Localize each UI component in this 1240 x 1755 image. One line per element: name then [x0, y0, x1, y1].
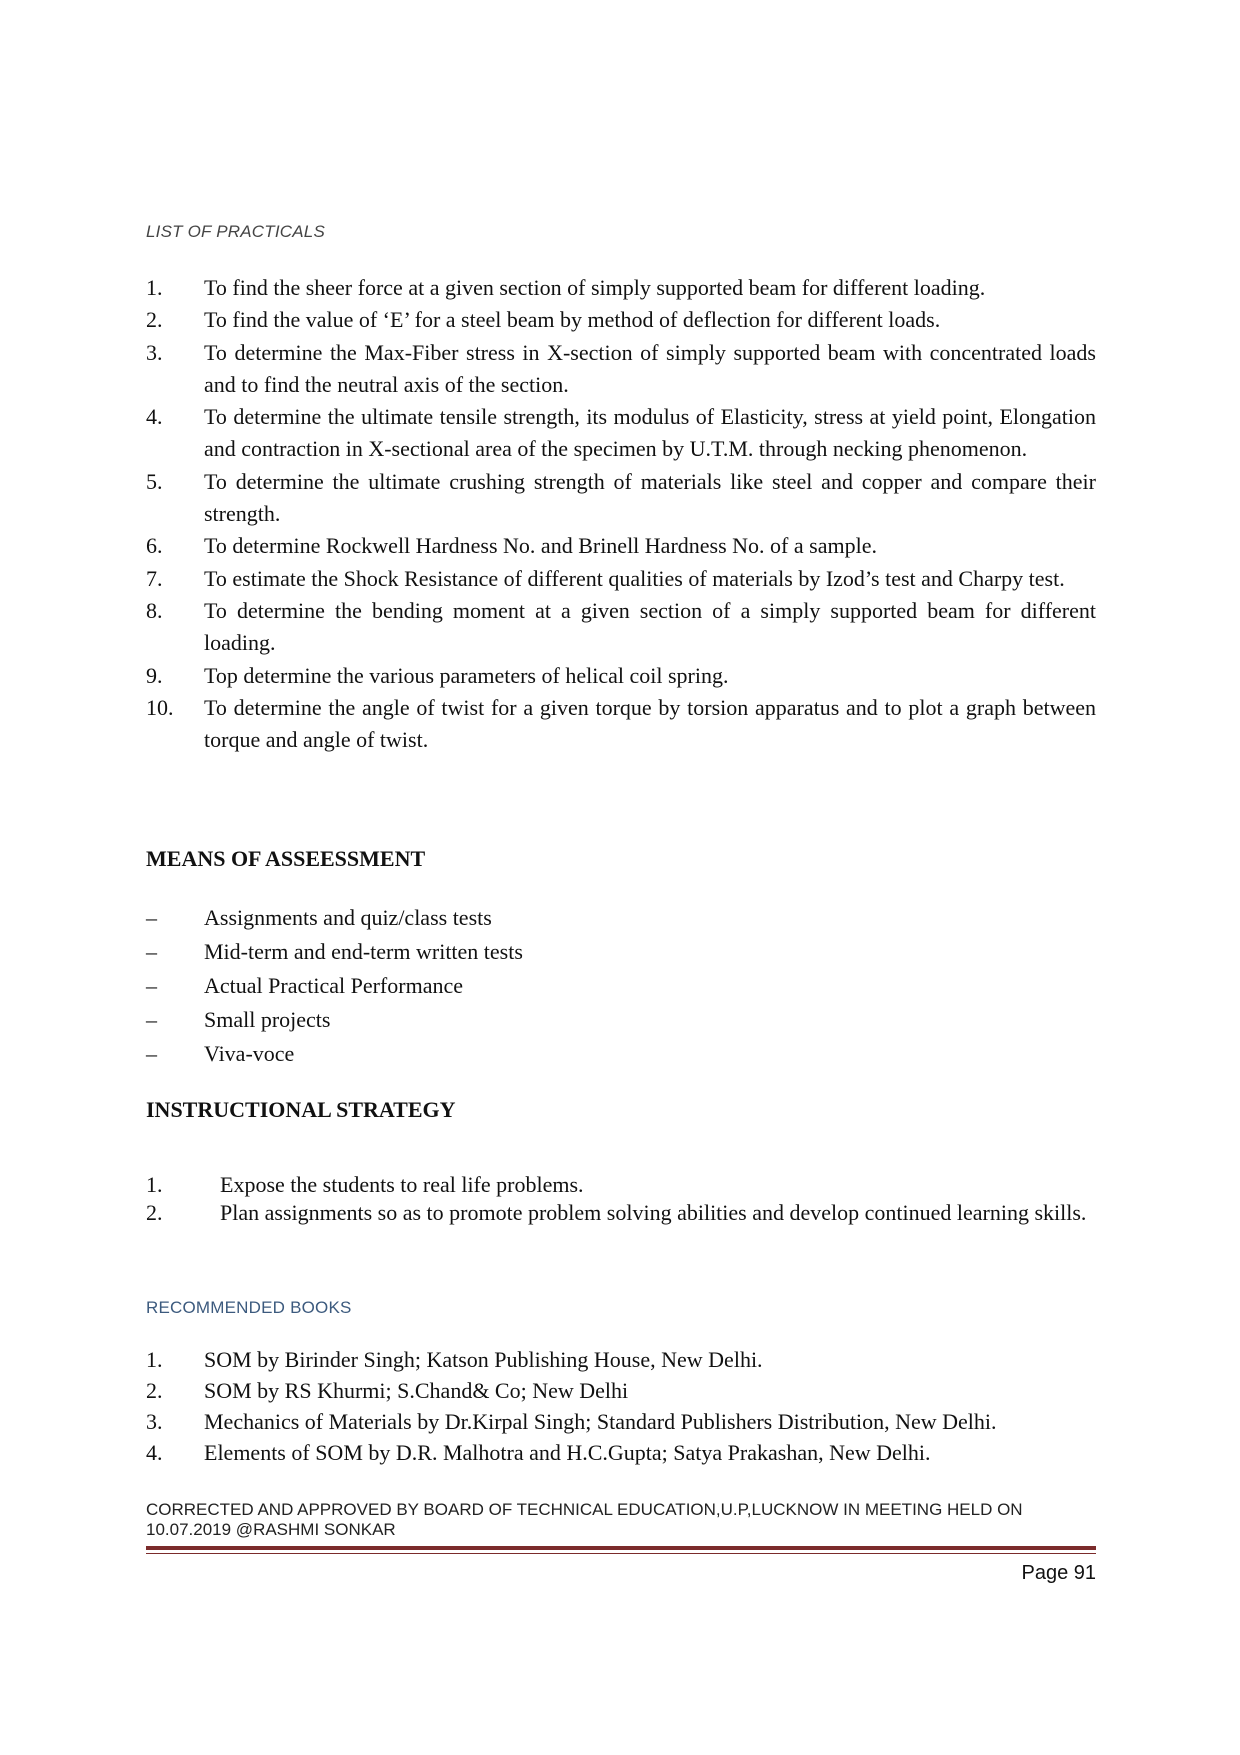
list-item: [146, 969, 1096, 1003]
item-number: 6.: [146, 533, 163, 559]
assessment-heading: MEANS OF ASSEESSMENT: [146, 846, 426, 871]
books-heading: RECOMMENDED BOOKS: [146, 1298, 352, 1317]
footer-line-1: CORRECTED AND APPROVED BY BOARD OF TECHNICAL EDUCATION,U.P,LUCKNOW IN MEETING HELD ON: [146, 1500, 1023, 1519]
strategy-list: [146, 1171, 1096, 1226]
item-text: Expose the students to real life problems.: [220, 1172, 584, 1197]
dash-bullet: –: [146, 1007, 157, 1032]
item-number: 10.: [146, 694, 174, 720]
practicals-list: [146, 272, 1096, 756]
page-number: Page 91: [1021, 1562, 1096, 1584]
item-text: To determine the ultimate crushing strength of materials like steel and copper and compare their strength.: [204, 468, 1096, 527]
item-text: SOM by RS Khurmi; S.Chand& Co; New Delhi: [204, 1378, 629, 1403]
item-number: 1.: [146, 1347, 163, 1372]
item-text: Plan assignments so as to promote problem solving abilities and develop continued learning skills.: [220, 1199, 1087, 1225]
assessment-list: [146, 901, 1096, 1071]
item-text: To determine the ultimate tensile strength, its modulus of Elasticity, stress at yield point, Elongation and contraction in X-sectional area of the specimen by U.T.M. through necking phenomenon.: [204, 404, 1096, 462]
list-item: [146, 660, 1096, 692]
list-item: [146, 595, 1096, 660]
item-text: SOM by Birinder Singh; Katson Publishing House, New Delhi.: [204, 1347, 763, 1372]
item-text: To determine Rockwell Hardness No. and Brinell Hardness No. of a sample.: [204, 533, 877, 559]
item-text: Mid-term and end-term written tests: [204, 939, 523, 964]
books-list: [146, 1346, 1096, 1470]
item-number: 4.: [146, 1440, 163, 1465]
list-item: [146, 530, 1096, 562]
item-text: Viva-voce: [204, 1041, 295, 1066]
dash-bullet: –: [146, 973, 157, 998]
item-number: 4.: [146, 404, 163, 430]
footer-line-2: 10.07.2019 @RASHMI SONKAR: [146, 1520, 396, 1539]
item-text: Actual Practical Performance: [204, 973, 463, 998]
item-text: To determine the angle of twist for a given torque by torsion apparatus and to plot a graph between torque and angle of twist.: [204, 694, 1096, 753]
list-item: [146, 563, 1096, 595]
list-item: [146, 1003, 1096, 1037]
list-item: [146, 337, 1096, 402]
list-item: [146, 272, 1096, 304]
item-number: 8.: [146, 597, 163, 623]
dash-bullet: –: [146, 905, 157, 930]
list-item: [146, 1408, 1096, 1436]
list-item: [146, 1171, 1096, 1199]
item-number: 2.: [146, 307, 163, 333]
list-item: [146, 304, 1096, 336]
strategy-heading: INSTRUCTIONAL STRATEGY: [146, 1097, 456, 1122]
item-number: 2.: [146, 1199, 163, 1225]
footer-approval-text: [146, 1500, 1096, 1540]
list-item: [146, 692, 1096, 757]
item-text: Small projects: [204, 1007, 331, 1032]
footer-rule-thin: [146, 1553, 1096, 1554]
footer-rule-thick: [146, 1546, 1096, 1550]
item-number: 2.: [146, 1378, 163, 1403]
item-text: To find the sheer force at a given section of simply supported beam for different loading.: [204, 275, 986, 300]
item-text: To determine the Max-Fiber stress in X-section of simply supported beam with concentrated loads and to find the neutral axis of the section.: [204, 339, 1096, 397]
list-item: [146, 1199, 1096, 1227]
list-item: [146, 935, 1096, 969]
item-text: To estimate the Shock Resistance of different qualities of materials by Izod’s test and Charpy test.: [204, 565, 1065, 591]
item-number: 1.: [146, 1172, 163, 1197]
item-text: To determine the bending moment at a given section of a simply supported beam for different loading.: [204, 597, 1096, 656]
item-number: 3.: [146, 1409, 163, 1434]
practicals-heading: LIST OF PRACTICALS: [146, 222, 325, 241]
list-item: [146, 1439, 1096, 1467]
item-text: Elements of SOM by D.R. Malhotra and H.C.Gupta; Satya Prakashan, New Delhi.: [204, 1440, 931, 1465]
list-item: [146, 1037, 1096, 1071]
item-number: 5.: [146, 468, 163, 494]
item-number: 1.: [146, 275, 163, 300]
list-item: [146, 466, 1096, 531]
item-text: To find the value of ‘E’ for a steel beam by method of deflection for different loads.: [204, 307, 941, 333]
dash-bullet: –: [146, 1041, 157, 1066]
item-text: Top determine the various parameters of helical coil spring.: [204, 662, 729, 688]
list-item: [146, 1346, 1096, 1374]
item-text: Mechanics of Materials by Dr.Kirpal Singh; Standard Publishers Distribution, New Delhi.: [204, 1409, 997, 1434]
item-text: Assignments and quiz/class tests: [204, 905, 492, 930]
list-item: [146, 401, 1096, 466]
list-item: [146, 1377, 1096, 1405]
item-number: 3.: [146, 339, 163, 365]
list-item: [146, 901, 1096, 935]
item-number: 9.: [146, 662, 163, 688]
item-number: 7.: [146, 565, 163, 591]
dash-bullet: –: [146, 939, 157, 964]
